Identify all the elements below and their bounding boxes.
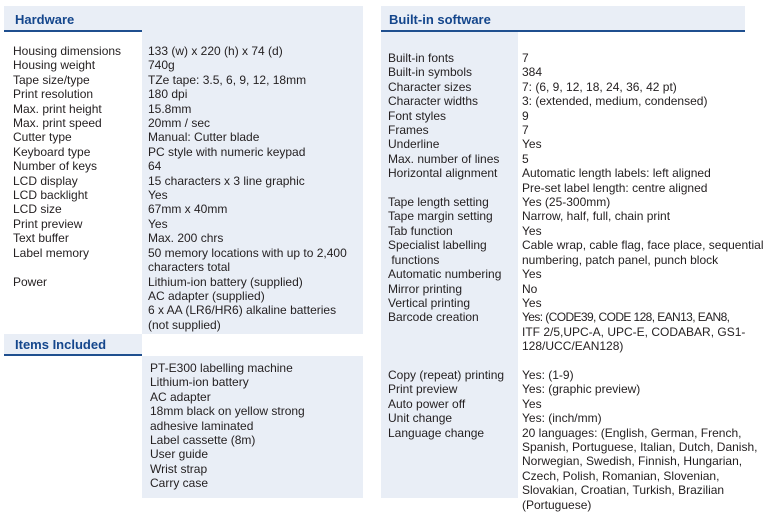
spec-label-line: functions [388, 252, 440, 267]
spec-value-line: Czech, Polish, Romanian, Slovenian, [522, 468, 720, 483]
spec-label-line: Copy (repeat) printing [388, 367, 505, 382]
spec-value [148, 188, 363, 202]
hardware-title-rule [4, 30, 142, 32]
hardware-title: Hardware [15, 12, 75, 27]
included-item: Label cassette (8m) [150, 433, 256, 448]
spec-value-line: Yes [148, 188, 168, 203]
spec-label [388, 426, 522, 512]
spec-row [13, 116, 363, 130]
spec-value-line: Yes: (CODE39, CODE 128, EAN13, EAN8, [522, 310, 730, 325]
spec-label-line: Auto power off [388, 396, 466, 411]
spec-value [522, 382, 772, 396]
spec-value [148, 159, 363, 173]
spec-value [522, 51, 772, 65]
included-item: adhesive laminated [150, 418, 254, 433]
spec-row [13, 188, 363, 202]
spec-value-line: 5 [522, 151, 529, 166]
spec-value [522, 426, 772, 512]
spec-value [522, 282, 772, 296]
spec-label: Number of keys [13, 159, 98, 174]
included-item: 18mm black on yellow strong [150, 404, 305, 419]
spec-row [388, 166, 772, 195]
spec-value-line: Yes (25-300mm) [522, 195, 611, 210]
spec-value [522, 209, 772, 223]
spec-label: Housing weight [13, 58, 96, 73]
spec-label-line: Max. number of lines [388, 151, 500, 166]
spec-value-line: AC adapter (supplied) [148, 288, 265, 303]
spec-value-line: Yes [148, 216, 168, 231]
spec-value [522, 123, 772, 137]
spec-value [522, 368, 772, 382]
spec-value-line: 15 characters x 3 line graphic [148, 173, 305, 188]
spec-value-line: No [522, 281, 538, 296]
spec-value-line: 7 [522, 51, 529, 65]
spec-row [388, 411, 772, 425]
spec-value-line: 15.8mm [148, 101, 192, 116]
spec-label [388, 209, 522, 223]
spec-value-line: numbering, patch panel, punch block [522, 252, 719, 267]
included-item: Wrist strap [150, 461, 208, 476]
spec-value-line: Lithium-ion battery (supplied) [148, 274, 303, 289]
software-title: Built-in software [389, 12, 491, 27]
spec-label [388, 195, 522, 209]
software-spec-list [388, 51, 772, 512]
spec-value-line: 50 memory locations with up to 2,400 [148, 245, 347, 260]
spec-row [13, 130, 363, 144]
spec-label: Cutter type [13, 130, 72, 145]
spec-row [388, 80, 772, 94]
software-header [381, 6, 745, 32]
spec-value [148, 202, 363, 216]
spec-value-line: 133 (w) x 220 (h) x 74 (d) [148, 44, 283, 58]
spec-value-line: 3: (extended, medium, condensed) [522, 94, 708, 109]
spec-row [388, 224, 772, 238]
spec-row [388, 209, 772, 223]
spec-value [148, 145, 363, 159]
spec-value-line: Norwegian, Swedish, Finnish, Hungarian, [522, 454, 743, 469]
spec-value [522, 411, 772, 425]
spec-label: Power [13, 274, 48, 289]
included-item: PT-E300 labelling machine [150, 361, 293, 375]
spec-value-line: Automatic length labels: left aligned [522, 166, 711, 181]
spec-value-line: TZe tape: 3.5, 6, 9, 12, 18mm [148, 72, 307, 87]
spec-row [13, 217, 363, 231]
spec-value-line: Narrow, half, full, chain print [522, 209, 671, 224]
spec-value-line: Yes [522, 223, 542, 238]
spec-row [388, 382, 772, 396]
spec-label: LCD display [13, 173, 78, 188]
spec-label-line: Barcode creation [388, 310, 479, 325]
spec-label: Tape size/type [13, 72, 90, 87]
spec-value [148, 73, 363, 87]
items-included-list [150, 361, 305, 491]
spec-value-line: Yes [522, 267, 542, 282]
spec-label [388, 152, 522, 166]
spec-row [388, 109, 772, 123]
spec-label-line: Vertical printing [388, 295, 471, 310]
spec-value [148, 87, 363, 101]
spec-value-line: Yes: (1-9) [522, 367, 574, 382]
spec-value-line: (not supplied) [148, 317, 221, 332]
spec-label-line: Automatic numbering [388, 267, 502, 282]
spec-row [388, 426, 772, 512]
hardware-header [4, 6, 142, 32]
spec-label-line: Built-in fonts [388, 51, 455, 65]
spec-label [388, 368, 522, 382]
spec-row [13, 145, 363, 159]
spec-value-line: 64 [148, 159, 162, 174]
spec-row [13, 102, 363, 116]
spec-value [148, 44, 363, 58]
spec-value [522, 65, 772, 79]
spec-value [522, 109, 772, 123]
spec-value [148, 174, 363, 188]
spec-label-line: Character sizes [388, 79, 472, 94]
spec-row [13, 246, 363, 275]
spec-row [13, 159, 363, 173]
spec-value-line: 384 [522, 65, 543, 80]
spec-value [148, 275, 363, 333]
spec-row [13, 87, 363, 101]
spec-value [148, 130, 363, 144]
spec-row [388, 368, 772, 382]
items-included-header [4, 334, 142, 356]
spec-value-line: Yes [522, 396, 542, 411]
spec-value-line: 7 [522, 123, 529, 138]
spec-label [388, 296, 522, 310]
spec-value [522, 310, 772, 368]
spec-label: Housing dimensions [13, 44, 122, 58]
items-included-title: Items Included [15, 337, 107, 352]
spec-value [148, 58, 363, 72]
spec-row [388, 238, 772, 267]
spec-value-line: (Portuguese) [522, 497, 592, 512]
spec-label [388, 397, 522, 411]
spec-value [522, 137, 772, 151]
spec-label [388, 166, 522, 195]
spec-value-line: characters total [148, 260, 231, 275]
spec-value-line: ITF 2/5,UPC-A, UPC-E, CODABAR, GS1- [522, 324, 746, 339]
spec-value-line: 67mm x 40mm [148, 202, 228, 217]
spec-value-line: Yes [522, 137, 542, 152]
spec-row [13, 202, 363, 216]
spec-label [388, 109, 522, 123]
spec-label: Keyboard type [13, 144, 91, 159]
included-item: Lithium-ion battery [150, 375, 249, 390]
spec-label-line: Unit change [388, 411, 453, 426]
spec-label [388, 94, 522, 108]
spec-value [522, 397, 772, 411]
spec-label [388, 65, 522, 79]
spec-value-line: Spanish, Portuguese, Italian, Dutch, Danish, [522, 439, 758, 454]
spec-value-line: 128/UCC/EAN128) [522, 339, 624, 354]
spec-value-line: Pre-set label length: centre aligned [522, 180, 708, 195]
spec-value-line: Manual: Cutter blade [148, 130, 260, 145]
spec-label [388, 310, 522, 368]
spec-value-line: Slovakian, Croatian, Turkish, Brazilian [522, 483, 725, 498]
spec-label: LCD backlight [13, 188, 88, 203]
spec-value-line: PC style with numeric keypad [148, 144, 306, 159]
spec-row [388, 282, 772, 296]
spec-label [388, 224, 522, 238]
spec-value [148, 246, 363, 275]
spec-label [388, 238, 522, 267]
spec-value-line: 20 languages: (English, German, French, [522, 425, 742, 440]
spec-value [148, 231, 363, 245]
spec-label-line: Character widths [388, 94, 479, 109]
spec-label: Text buffer [13, 231, 69, 246]
spec-label-line: Tab function [388, 223, 453, 238]
spec-row [388, 152, 772, 166]
included-item: AC adapter [150, 389, 211, 404]
spec-value [522, 94, 772, 108]
spec-label-line: Specialist labelling [388, 238, 487, 253]
spec-value-line: 20mm / sec [148, 116, 211, 131]
spec-value-line: 740g [148, 58, 175, 73]
spec-value [148, 116, 363, 130]
spec-value [522, 238, 772, 267]
spec-value-line: Yes: (graphic preview) [522, 382, 641, 397]
spec-label: Print preview [13, 216, 83, 231]
spec-row [13, 174, 363, 188]
spec-label-line: Built-in symbols [388, 65, 473, 80]
spec-row [388, 65, 772, 79]
spec-label [388, 123, 522, 137]
spec-value-line [522, 354, 772, 368]
spec-value [522, 267, 772, 281]
spec-label [388, 80, 522, 94]
spec-value [522, 224, 772, 238]
spec-label [388, 137, 522, 151]
spec-row [388, 296, 772, 310]
spec-label [388, 51, 522, 65]
spec-row [388, 195, 772, 209]
spec-label-line: Horizontal alignment [388, 166, 498, 181]
spec-value-line: Yes: (inch/mm) [522, 411, 602, 426]
spec-value-line: 6 x AA (LR6/HR6) alkaline batteries [148, 303, 337, 318]
spec-label-line: Print preview [388, 382, 458, 397]
spec-value [522, 152, 772, 166]
spec-label [388, 267, 522, 281]
spec-row [388, 267, 772, 281]
spec-label: Print resolution [13, 87, 94, 102]
hardware-spec-list [13, 44, 363, 332]
spec-label: Max. print height [13, 101, 102, 116]
spec-value [522, 166, 772, 195]
spec-value [148, 217, 363, 231]
included-item: Carry case [150, 476, 209, 491]
spec-row [388, 137, 772, 151]
spec-label [388, 282, 522, 296]
spec-label-line: Frames [388, 123, 429, 138]
spec-label: LCD size [13, 202, 62, 217]
spec-value-line: 7: (6, 9, 12, 18, 24, 36, 42 pt) [522, 79, 677, 94]
spec-value-line: Cable wrap, cable flag, face place, sequential [522, 238, 764, 253]
spec-value-line: 180 dpi [148, 87, 188, 102]
spec-label-line: Tape length setting [388, 195, 489, 210]
spec-row [388, 310, 772, 368]
spec-value [148, 102, 363, 116]
spec-value [522, 80, 772, 94]
spec-label-line: Mirror printing [388, 281, 463, 296]
spec-value [522, 195, 772, 209]
spec-label-line: Underline [388, 137, 440, 152]
spec-row [13, 231, 363, 245]
spec-value [522, 296, 772, 310]
spec-value-line: 9 [522, 108, 529, 123]
spec-row [13, 58, 363, 72]
spec-label: Label memory [13, 245, 90, 260]
spec-label-line: Tape margin setting [388, 209, 493, 224]
spec-label [388, 382, 522, 396]
spec-row [13, 73, 363, 87]
spec-label-line: Language change [388, 425, 485, 440]
spec-value-line: Max. 200 chrs [148, 231, 224, 246]
included-item: User guide [150, 447, 209, 462]
spec-label [388, 411, 522, 425]
spec-value-line: Yes [522, 295, 542, 310]
spec-row [388, 123, 772, 137]
spec-row [13, 44, 363, 58]
spec-row [388, 397, 772, 411]
spec-row [388, 94, 772, 108]
spec-row [13, 275, 363, 333]
spec-label-line: Font styles [388, 108, 447, 123]
spec-label: Max. print speed [13, 116, 102, 131]
spec-row [388, 51, 772, 65]
items-included-title-rule [4, 354, 142, 356]
